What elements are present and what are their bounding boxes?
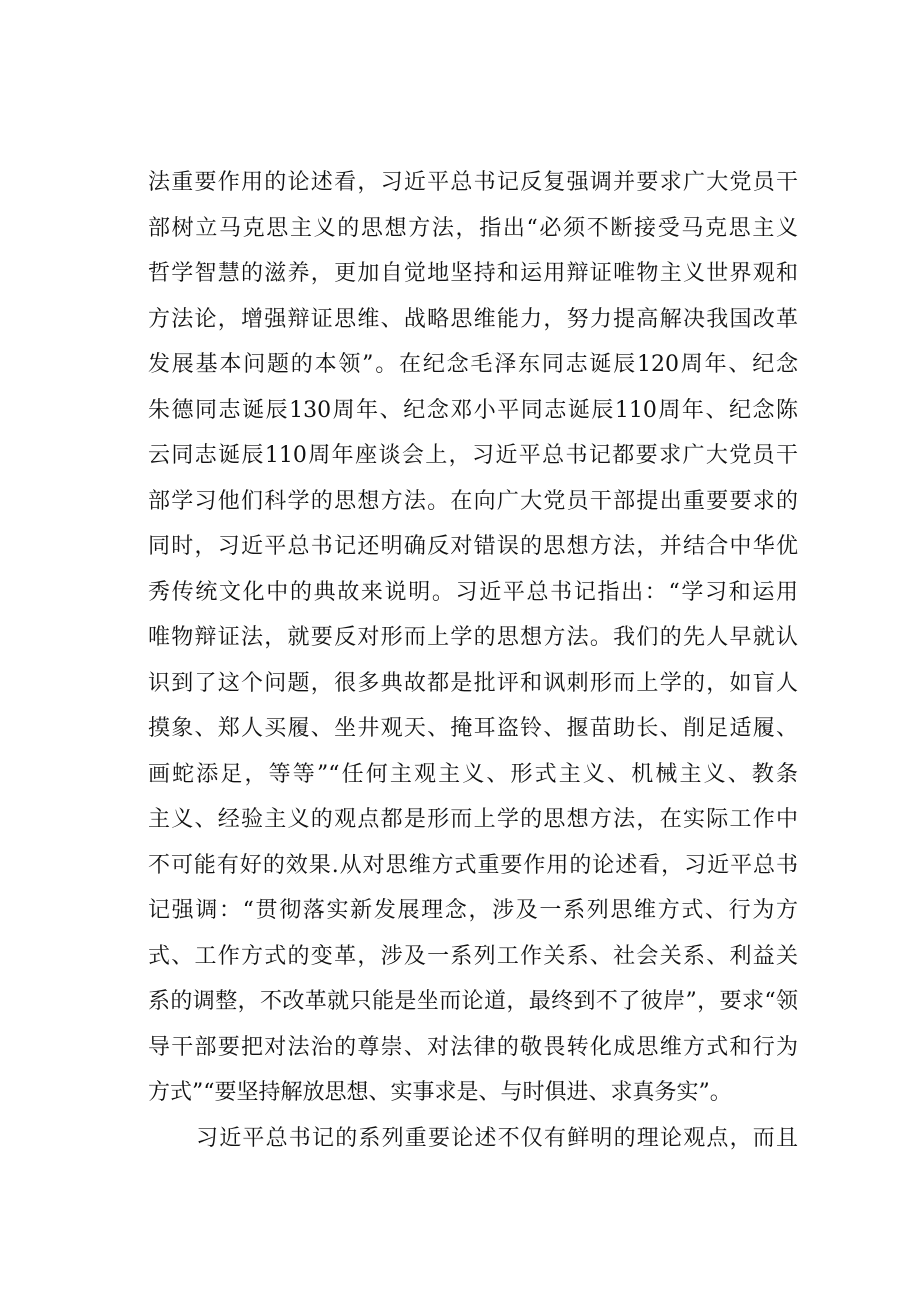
text-line-1: 法重要作用的论述看，习近平总书记反复强调并要求广大党员干 (148, 170, 798, 195)
text-line-9: 同时，习近平总书记还明确反对错误的思想方法，并结合中华优 (148, 534, 798, 559)
text-line-3: 哲学智慧的滋养，更加自觉地坚持和运用辩证唯物主义世界观和 (148, 261, 798, 286)
text-line-16: 不可能有好的效果.从对思维方式重要作用的论述看，习近平总书 (148, 852, 798, 878)
text-line-22: 习近平总书记的系列重要论述不仅有鲜明的理论观点，而且 (196, 1125, 798, 1151)
text-line-10: 秀传统文化中的典故来说明。习近平总书记指出：“学习和运用 (148, 579, 798, 605)
text-line-14: 画蛇添足，等等”“任何主观主义、形式主义、机械主义、教条 (148, 761, 798, 787)
body-text (148, 160, 798, 1161)
text-line-11: 唯物辩证法，就要反对形而上学的思想方法。我们的先人早就认 (148, 625, 798, 650)
text-line-13: 摸象、郑人买履、坐井观天、掩耳盗铃、揠苗助长、削足适履、 (148, 716, 798, 741)
text-line-4: 方法论，增强辩证思维、战略思维能力，努力提高解决我国改革 (148, 306, 798, 332)
text-line-8: 部学习他们科学的思想方法。在向广大党员干部提出重要要求的 (148, 488, 798, 514)
text-line-12: 识到了这个问题，很多典故都是批评和讽刺形而上学的，如盲人 (148, 670, 798, 696)
text-line-19: 系的调整，不改革就只能是坐而论道，最终到不了彼岸”，要求“领 (148, 989, 798, 1014)
text-line-21: 方式”“要坚持解放思想、实事求是、与时俱进、求真务实”。 (148, 1080, 732, 1105)
text-line-7: 云同志诞辰110周年座谈会上，习近平总书记都要求广大党员干 (148, 443, 798, 468)
text-line-15: 主义、经验主义的观点都是形而上学的思想方法，在实际工作中 (148, 807, 798, 832)
text-line-17: 记强调：“贯彻落实新发展理念，涉及一系列思维方式、行为方 (148, 898, 798, 923)
text-line-18: 式、工作方式的变革，涉及一系列工作关系、社会关系、利益关 (148, 943, 798, 969)
text-line-20: 导干部要把对法治的尊崇、对法律的敬畏转化成思维方式和行为 (148, 1034, 798, 1060)
text-line-2: 部树立马克思主义的思想方法，指出“必须不断接受马克思主义 (148, 215, 798, 241)
text-line-5: 发展基本问题的本领”。在纪念毛泽东同志诞辰120周年、纪念 (148, 352, 798, 377)
text-line-6: 朱德同志诞辰130周年、纪念邓小平同志诞辰110周年、纪念陈 (148, 397, 798, 423)
